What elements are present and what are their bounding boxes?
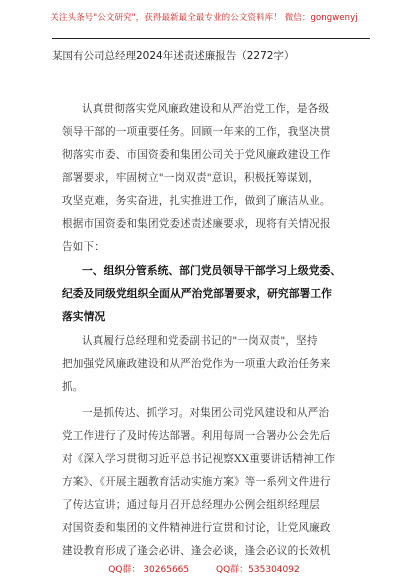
paragraph-line: 一是抓传达、抓学习。对集团公司党风建设和从严治 (82, 407, 330, 419)
paragraph-line: 建设教育形成了逢会必讲、逢会必谈，逢会必议的长效机 (62, 545, 331, 557)
paragraph-line: 对国资委和集团的文件精神进行宣贯和讨论，让党风廉政 (62, 522, 331, 534)
paragraph-line: 认真贯彻落实党风廉政建设和从严治党工作，是各级 (82, 103, 330, 115)
header-divider (52, 38, 370, 39)
section-heading: 纪委及同级党组织全面从严治党部署要求，研究部署工作 (62, 287, 332, 300)
paragraph-line: 把加强党风廉政建设和从严治党作为一项重大政治任务来 (62, 358, 331, 370)
paragraph-line: 对《深入学习贯彻习近平总书记视察XX重要讲话精神工作 (62, 453, 336, 465)
document-title: 某国有公司总经理2024年述责述廉报告（2272字） (52, 50, 295, 62)
paragraph-line: 告如下： (62, 241, 105, 253)
paragraph-line: 领导干部的一项重要任务。回顾一年来的工作，我坚决贯 (62, 126, 331, 138)
footer-qq-group-1: QQ群： 30265665 (108, 565, 190, 575)
paragraph-line: 部署要求，牢固树立"一岗双责"意识，积极抚筹谋划， (62, 172, 320, 184)
section-heading: 落实情况 (62, 310, 106, 323)
section-heading: 一、组织分管系统、部门党员领导干部学习上级党委、 (82, 264, 342, 277)
paragraph-line: 攻坚克难，务实奋进，扎实推进工作，做到了廉洁从业。 (62, 195, 331, 207)
paragraph-line: 认真履行总经理和党委副书记的"一岗双责"，坚持 (82, 335, 318, 347)
footer-qq-groups (0, 562, 408, 575)
paragraph-line: 党工作进行了及时传达部署。利用每周一合署办公会先后 (62, 430, 331, 442)
paragraph-line: 方案》、《开展主题教育活动实施方案》等一系列文件进行 (62, 476, 331, 488)
paragraph-line: 抓。 (62, 381, 84, 393)
paragraph-line: 根据市国资委和集团党委述责述廉要求，现将有关情况报 (62, 218, 331, 230)
paragraph-line: 了传达宣讲；通过每月召开总经理办公例会组织经理层 (62, 499, 320, 511)
paragraph-line: 彻落实市委、市国资委和集团公司关于党风廉政建设工作 (62, 149, 331, 161)
footer-qq-group-2: QQ群：535304092 (216, 565, 300, 575)
header-banner: 关注头条号"公文研究"，获得最新最全最专业的公文资料库！ 微信：gongwenyj (50, 13, 358, 23)
